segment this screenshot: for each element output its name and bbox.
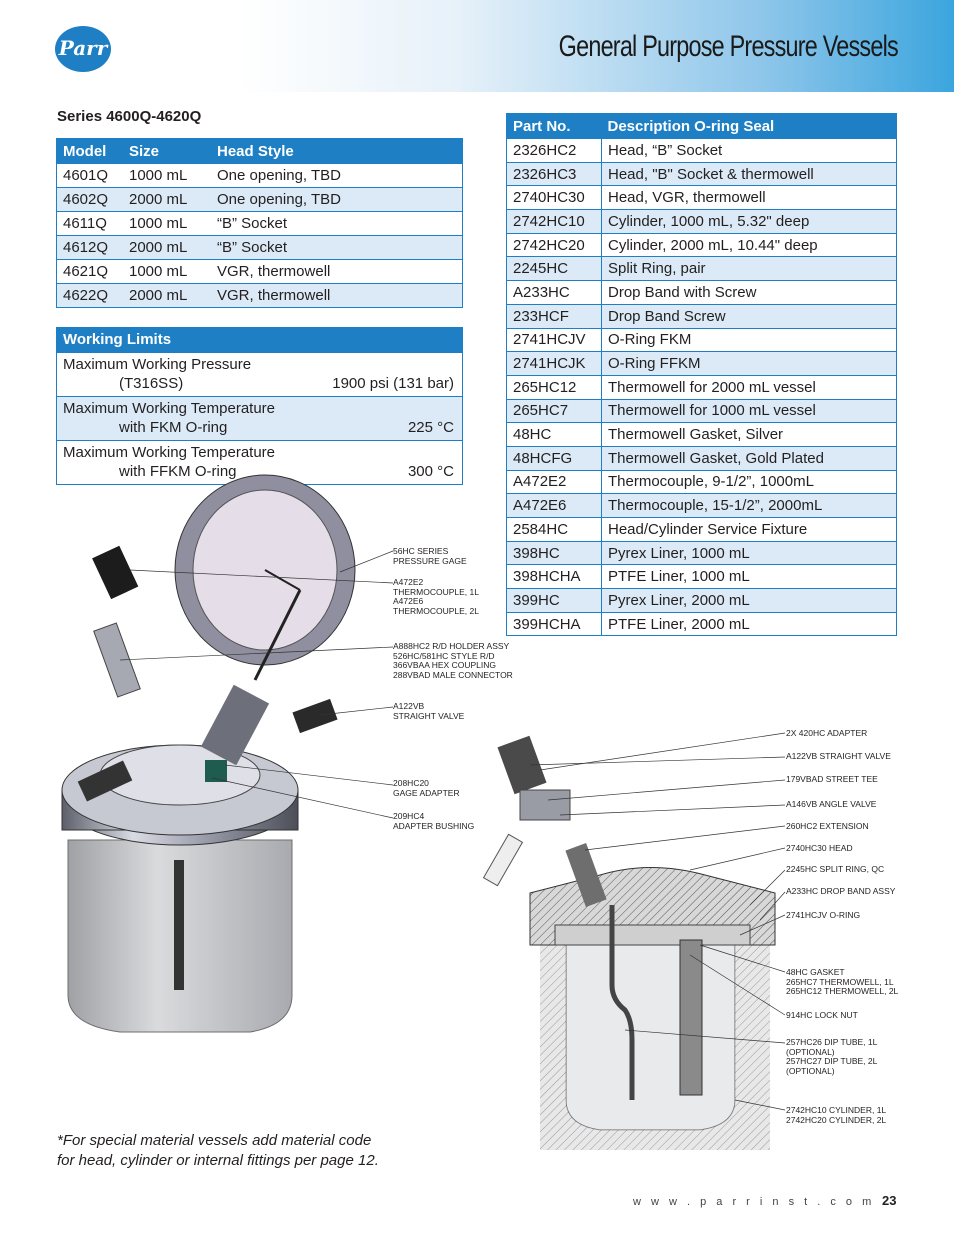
callout-line: 265HC7 THERMOWELL, 1L xyxy=(786,976,894,987)
description-cell: Thermocouple, 15-1/2”, 2000mL xyxy=(602,494,897,518)
part-no-cell: A472E6 xyxy=(507,494,602,518)
limit-value: 1900 psi (131 bar) xyxy=(332,375,454,392)
size-cell: 2000 mL xyxy=(123,188,211,212)
callout-line: (OPTIONAL) xyxy=(786,1065,835,1076)
model-cell: 4601Q xyxy=(57,164,124,188)
callout-cylinder xyxy=(786,1106,886,1125)
limit-label: Maximum Working Temperature xyxy=(63,444,276,461)
callout-line: PRESSURE GAGE xyxy=(393,555,467,566)
page-number: 23 xyxy=(882,1193,897,1208)
callout-line: 260HC2 EXTENSION xyxy=(786,821,869,831)
part-no-cell: A472E2 xyxy=(507,470,602,494)
size-cell: 2000 mL xyxy=(123,236,211,260)
limit-value: 225 °C xyxy=(407,419,454,436)
callout-line: 2742HC10 CYLINDER, 1L xyxy=(786,1105,887,1115)
part-no-cell: 265HC7 xyxy=(507,399,602,423)
parts-col-part-no: Part No. xyxy=(507,114,602,139)
callout-line: STRAIGHT VALVE xyxy=(393,710,465,721)
logo-text: Parr xyxy=(58,36,108,60)
part-no-cell: 398HCHA xyxy=(507,565,602,589)
description-cell: Thermowell Gasket, Gold Plated xyxy=(602,446,897,470)
head-style-cell: “B” Socket xyxy=(211,212,463,236)
callout-line: 2245HC SPLIT RING, QC xyxy=(786,864,885,874)
size-cell: 1000 mL xyxy=(123,212,211,236)
callout-line: A888HC2 R/D HOLDER ASSY xyxy=(393,641,510,651)
part-no-cell: 2326HC2 xyxy=(507,139,602,163)
description-cell: O-Ring FKM xyxy=(602,328,897,352)
callout-line: 526HC/581HC STYLE R/D xyxy=(393,650,495,661)
description-cell: O-Ring FFKM xyxy=(602,352,897,376)
parts-col-description: Description O-ring Seal xyxy=(602,114,897,139)
part-no-cell: 2740HC30 xyxy=(507,186,602,210)
callout-a122vb xyxy=(786,752,891,762)
size-cell: 1000 mL xyxy=(123,260,211,284)
callout-line: 56HC SERIES xyxy=(393,546,449,556)
callout-line: A472E6 xyxy=(393,596,424,606)
description-cell: Thermowell for 1000 mL vessel xyxy=(602,399,897,423)
limit-sublabel: with FKM O-ring xyxy=(119,419,228,436)
size-cell: 2000 mL xyxy=(123,284,211,308)
callout-o-ring xyxy=(786,911,860,921)
series-title: Series 4600Q-4620Q xyxy=(57,108,202,125)
page-title: General Purpose Pressure Vessels xyxy=(558,30,898,63)
description-cell: Head, VGR, thermowell xyxy=(602,186,897,210)
part-no-cell: 48HC xyxy=(507,423,602,447)
description-cell: PTFE Liner, 1000 mL xyxy=(602,565,897,589)
description-cell: Split Ring, pair xyxy=(602,257,897,281)
part-no-cell: 2326HC3 xyxy=(507,162,602,186)
callout-rd-holder xyxy=(393,642,513,680)
part-no-cell: 2741HCJK xyxy=(507,352,602,376)
left-vessel-drawing xyxy=(62,475,355,1032)
footnote xyxy=(57,1131,379,1171)
callout-line: 257HC26 DIP TUBE, 1L xyxy=(786,1037,878,1047)
callout-line: 179VBAD STREET TEE xyxy=(786,774,878,784)
part-no-cell: 398HC xyxy=(507,541,602,565)
callout-pressure-gage xyxy=(393,547,467,566)
description-cell: Thermocouple, 9-1/2”, 1000mL xyxy=(602,470,897,494)
part-no-cell: 233HCF xyxy=(507,304,602,328)
models-col-size: Size xyxy=(123,139,211,164)
callout-line: GAGE ADAPTER xyxy=(393,787,460,798)
callout-line: 2X 420HC ADAPTER xyxy=(786,728,868,738)
footnote-line: *For special material vessels add material code xyxy=(57,1132,372,1149)
right-vessel-drawing xyxy=(484,736,775,1150)
models-col-model: Model xyxy=(57,139,124,164)
models-col-head-style: Head Style xyxy=(211,139,463,164)
part-no-cell: 399HC xyxy=(507,589,602,613)
limit-label: Maximum Working Temperature xyxy=(63,400,276,417)
callout-gasket-thermowell xyxy=(786,968,898,997)
description-cell: Pyrex Liner, 1000 mL xyxy=(602,541,897,565)
description-cell: Cylinder, 2000 mL, 10.44" deep xyxy=(602,233,897,257)
callout-line: 265HC12 THERMOWELL, 2L xyxy=(786,986,899,996)
model-cell: 4612Q xyxy=(57,236,124,260)
description-cell: Drop Band Screw xyxy=(602,304,897,328)
callout-line: 48HC GASKET xyxy=(786,967,845,977)
head-style-cell: “B” Socket xyxy=(211,236,463,260)
footer-url[interactable]: w w w . p a r r i n s t . c o m xyxy=(633,1196,875,1208)
callout-line: 2742HC20 CYLINDER, 2L xyxy=(786,1114,887,1125)
callout-angle-valve xyxy=(786,800,876,810)
callout-line: A122VB xyxy=(393,701,425,711)
working-limits-header: Working Limits xyxy=(57,328,462,352)
callout-line: THERMOCOUPLE, 1L xyxy=(393,586,479,597)
part-no-cell: 2742HC20 xyxy=(507,233,602,257)
head-style-cell: VGR, thermowell xyxy=(211,260,463,284)
callout-head xyxy=(786,844,853,854)
callout-line: A233HC DROP BAND ASSY xyxy=(786,886,896,896)
description-cell: Thermowell Gasket, Silver xyxy=(602,423,897,447)
model-cell: 4621Q xyxy=(57,260,124,284)
callout-420hc-adapter xyxy=(786,729,867,739)
model-cell: 4602Q xyxy=(57,188,124,212)
callout-split-ring xyxy=(786,865,884,875)
description-cell: Thermowell for 2000 mL vessel xyxy=(602,375,897,399)
part-no-cell: 2584HC xyxy=(507,518,602,542)
callout-line: 2740HC30 HEAD xyxy=(786,843,853,853)
part-no-cell: 399HCHA xyxy=(507,612,602,636)
callout-line: A122VB STRAIGHT VALVE xyxy=(786,751,891,761)
model-cell: 4622Q xyxy=(57,284,124,308)
callout-lock-nut xyxy=(786,1011,858,1021)
limit-label: Maximum Working Pressure xyxy=(63,356,252,373)
head-style-cell: One opening, TBD xyxy=(211,164,463,188)
limit-sublabel: with FFKM O-ring xyxy=(119,463,237,480)
callout-line: (OPTIONAL) xyxy=(786,1046,835,1057)
description-cell: PTFE Liner, 2000 mL xyxy=(602,612,897,636)
part-no-cell: 265HC12 xyxy=(507,375,602,399)
callout-line: 208HC20 xyxy=(393,778,429,788)
limit-value: 300 °C xyxy=(407,463,454,480)
size-cell: 1000 mL xyxy=(123,164,211,188)
callout-dip-tube xyxy=(786,1038,877,1076)
callout-line: ADAPTER BUSHING xyxy=(393,820,475,831)
part-no-cell: 48HCFG xyxy=(507,446,602,470)
model-cell: 4611Q xyxy=(57,212,124,236)
callout-adapter-bushing xyxy=(393,812,474,831)
limit-sublabel: (T316SS) xyxy=(119,375,184,392)
part-no-cell: 2245HC xyxy=(507,257,602,281)
description-cell: Head, "B" Socket & thermowell xyxy=(602,162,897,186)
callout-drop-band xyxy=(786,887,895,897)
callout-gage-adapter xyxy=(393,779,460,798)
callout-line: A146VB ANGLE VALVE xyxy=(786,799,877,809)
part-no-cell: 2741HCJV xyxy=(507,328,602,352)
description-cell: Head, “B” Socket xyxy=(602,139,897,163)
footnote-line: for head, cylinder or internal fittings per page 12. xyxy=(57,1152,379,1169)
part-no-cell: A233HC xyxy=(507,281,602,305)
callout-street-tee xyxy=(786,775,878,785)
callout-line: 914HC LOCK NUT xyxy=(786,1010,858,1020)
callout-line: 257HC27 DIP TUBE, 2L xyxy=(786,1056,878,1066)
callout-line: A472E2 xyxy=(393,577,424,587)
callout-line: 2741HCJV O-RING xyxy=(786,910,861,920)
callout-line: 366VBAA HEX COUPLING xyxy=(393,660,496,670)
description-cell: Pyrex Liner, 2000 mL xyxy=(602,589,897,613)
head-style-cell: VGR, thermowell xyxy=(211,284,463,308)
callout-straight-valve xyxy=(393,702,464,721)
description-cell: Cylinder, 1000 mL, 5.32" deep xyxy=(602,210,897,234)
description-cell: Drop Band with Screw xyxy=(602,281,897,305)
callout-line: 288VBAD MALE CONNECTOR xyxy=(393,669,513,680)
callout-extension xyxy=(786,822,869,832)
head-style-cell: One opening, TBD xyxy=(211,188,463,212)
callout-line: 209HC4 xyxy=(393,811,425,821)
callout-line: THERMOCOUPLE, 2L xyxy=(393,605,479,616)
description-cell: Head/Cylinder Service Fixture xyxy=(602,518,897,542)
callout-thermocouple xyxy=(393,578,479,616)
part-no-cell: 2742HC10 xyxy=(507,210,602,234)
